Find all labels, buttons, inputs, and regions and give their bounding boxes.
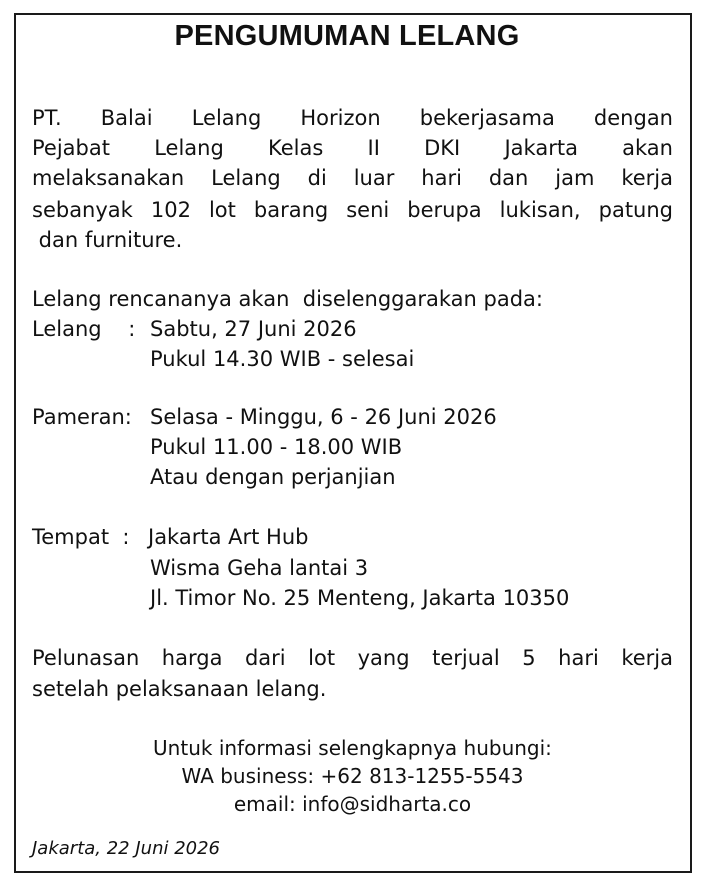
tempat-venue: Jakarta Art Hub [148, 525, 309, 549]
pameran-row [32, 402, 497, 432]
lelang-row [32, 314, 357, 344]
pameran-date: Selasa - Minggu, 6 - 26 Juni 2026 [150, 405, 497, 429]
pameran-label: Pameran: [32, 405, 139, 429]
intro-line-5: dan furniture. [32, 228, 183, 252]
tempat-building: Wisma Geha lantai 3 [150, 556, 369, 580]
tempat-address: Jl. Timor No. 25 Menteng, Jakarta 10350 [150, 586, 570, 610]
lelang-time: Pukul 14.30 WIB - selesai [150, 347, 415, 371]
contact-heading: Untuk informasi selengkapnya hubungi: [153, 736, 552, 760]
tempat-row [32, 522, 308, 552]
lelang-date: Sabtu, 27 Juni 2026 [150, 317, 357, 341]
contact-email: email: info@sidharta.co [233, 792, 472, 816]
pameran-note: Atau dengan perjanjian [150, 465, 396, 489]
footer-date: Jakarta, 22 Juni 2026 [32, 838, 221, 859]
intro-line-4: sebanyak 102 lot barang seni berupa lukisan, patung [32, 198, 673, 222]
intro-line-1: PT. Balai Lelang Horizon bekerjasama dengan [32, 106, 673, 130]
page-title: PENGUMUMAN LELANG [174, 20, 520, 52]
payment-line-1: Pelunasan harga dari lot yang terjual 5 hari kerja [32, 646, 673, 670]
schedule-intro: Lelang rencananya akan diselenggarakan pada: [32, 287, 543, 311]
lelang-label: Lelang : [32, 317, 143, 341]
pameran-time: Pukul 11.00 - 18.00 WIB [150, 435, 403, 459]
tempat-label: Tempat : [32, 525, 137, 549]
intro-line-3: melaksanakan Lelang di luar hari dan jam kerja [32, 166, 673, 190]
contact-wa: WA business: +62 813-1255-5543 [181, 764, 524, 788]
payment-line-2: setelah pelaksanaan lelang. [32, 677, 327, 701]
intro-line-2: Pejabat Lelang Kelas II DKI Jakarta akan [32, 136, 673, 160]
